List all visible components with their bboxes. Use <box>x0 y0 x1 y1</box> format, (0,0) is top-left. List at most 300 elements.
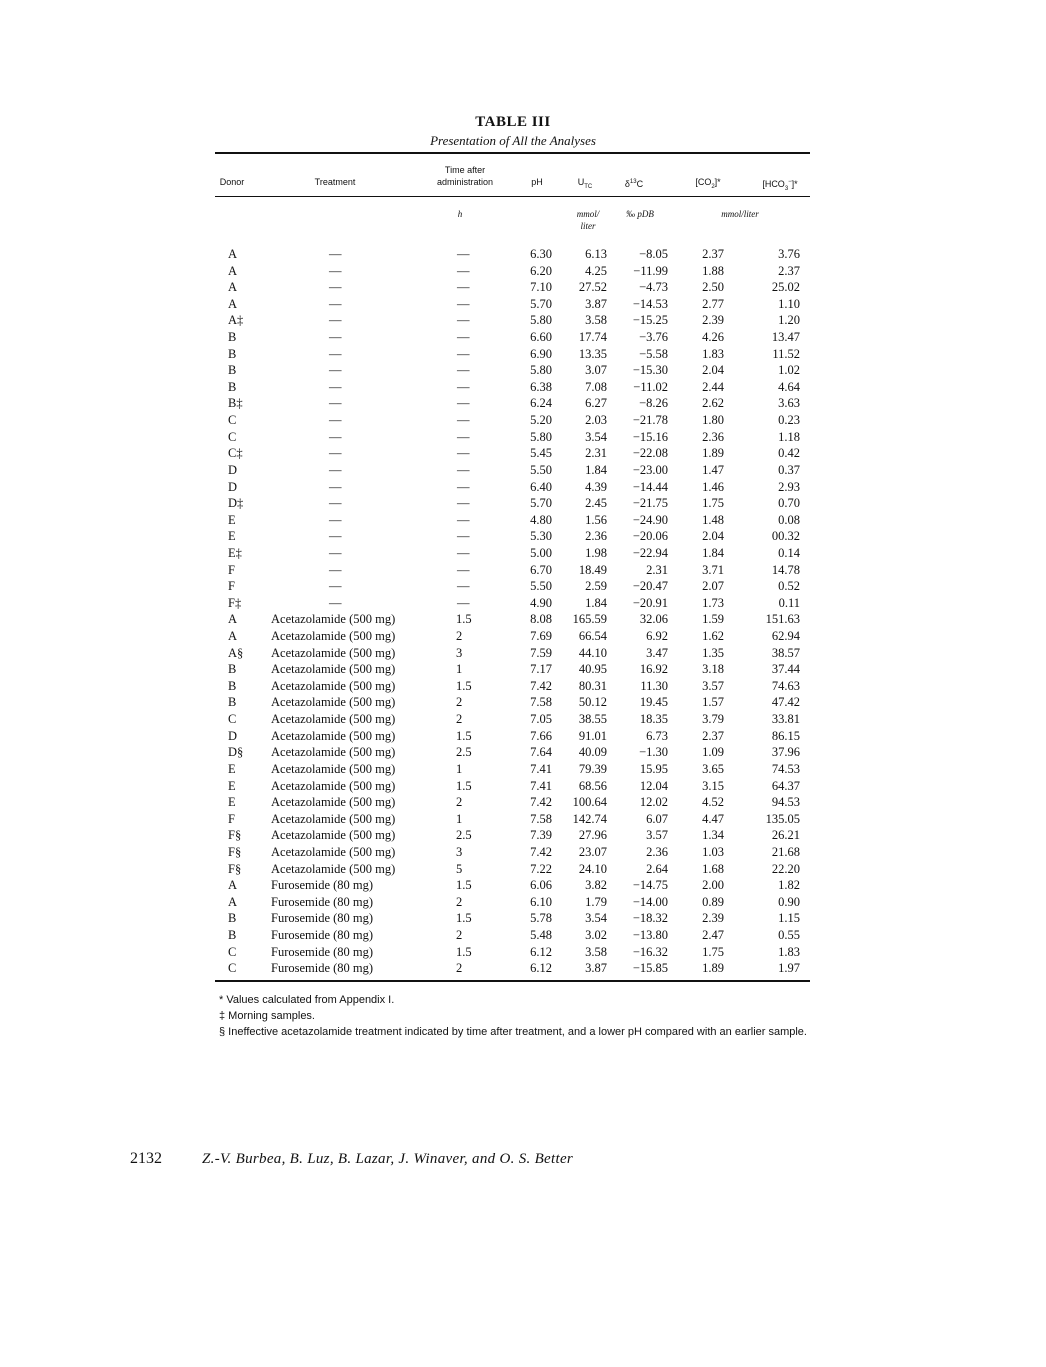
treatment-cell: Acetazolamide (500 mg) <box>271 795 396 810</box>
donor-cell: A <box>228 247 238 261</box>
co2-cell: 2.00 <box>702 878 724 893</box>
donor-cell: A <box>228 894 238 909</box>
table-row <box>0 778 1046 795</box>
donor-cell: F‡ <box>228 595 242 610</box>
d13c-cell: 2.36 <box>646 844 668 859</box>
co2-cell: 3.18 <box>702 662 724 677</box>
utc-cell: 2.36 <box>585 529 607 544</box>
hco3-cell: 1.83 <box>778 944 800 959</box>
footnote-morning: ‡ Morning samples. <box>219 1010 315 1022</box>
d13c-cell: −13.80 <box>632 927 668 942</box>
co2-cell: 2.50 <box>702 280 724 295</box>
ph-cell: 5.50 <box>530 462 552 477</box>
ph-cell: 7.05 <box>530 712 552 727</box>
table-row <box>0 462 1046 479</box>
co2-cell: 1.83 <box>702 346 724 361</box>
utc-cell: 4.39 <box>585 479 607 494</box>
ph-cell: 8.08 <box>530 612 552 627</box>
time-cell: 1 <box>456 811 463 826</box>
treatment-cell: Acetazolamide (500 mg) <box>271 778 396 793</box>
time-cell: 1.5 <box>456 911 472 926</box>
table-row <box>0 429 1046 446</box>
d13c-cell: −23.00 <box>632 462 668 477</box>
hco3-cell: 14.78 <box>771 562 800 577</box>
hco3-cell: 0.52 <box>778 579 800 594</box>
d13c-cell: 32.06 <box>639 612 668 627</box>
table-row <box>0 412 1046 429</box>
treatment-cell: — <box>329 579 342 594</box>
treatment-cell: Acetazolamide (500 mg) <box>271 761 396 776</box>
co2-cell: 1.46 <box>702 479 724 494</box>
utc-cell: 100.64 <box>572 795 607 810</box>
hco3-cell: 62.94 <box>771 629 800 644</box>
ph-cell: 6.30 <box>530 247 552 261</box>
header-hco3-main: [HCO <box>762 179 785 189</box>
donor-cell: B <box>228 695 237 710</box>
co2-cell: 2.37 <box>702 728 724 743</box>
donor-cell: E <box>228 778 236 793</box>
utc-cell: 40.09 <box>578 745 607 760</box>
hco3-cell: 74.53 <box>771 761 800 776</box>
ph-cell: 5.70 <box>530 296 552 311</box>
hco3-cell: 74.63 <box>771 678 800 693</box>
co2-cell: 1.57 <box>702 695 724 710</box>
time-cell: 1.5 <box>456 728 472 743</box>
header-utc-main: U <box>577 177 585 187</box>
ph-cell: 6.12 <box>530 961 552 976</box>
d13c-cell: −24.90 <box>632 512 668 527</box>
co2-cell: 1.75 <box>702 944 724 959</box>
time-cell: 3 <box>456 844 463 859</box>
header-treatment: Treatment <box>314 177 356 187</box>
hco3-cell: 86.15 <box>771 728 800 743</box>
treatment-cell: — <box>329 313 342 328</box>
co2-cell: 1.59 <box>702 612 724 627</box>
donor-cell: F <box>228 579 235 594</box>
time-cell: 1.5 <box>456 612 472 627</box>
utc-cell: 142.74 <box>572 811 607 826</box>
hco3-cell: 11.52 <box>772 346 800 361</box>
hco3-cell: 1.02 <box>778 363 800 378</box>
table-body <box>0 246 1046 977</box>
d13c-cell: −5.58 <box>639 346 668 361</box>
d13c-cell: −21.75 <box>632 496 668 511</box>
ph-cell: 7.58 <box>530 811 552 826</box>
table-row <box>0 728 1046 745</box>
treatment-cell: — <box>329 595 342 610</box>
d13c-cell: 19.45 <box>639 695 668 710</box>
utc-cell: 44.10 <box>578 645 607 660</box>
donor-cell: C <box>228 961 237 976</box>
utc-cell: 27.96 <box>578 828 607 843</box>
d13c-cell: −8.26 <box>639 396 668 411</box>
utc-cell: 165.59 <box>572 612 607 627</box>
hco3-cell: 1.15 <box>778 911 800 926</box>
table-title: TABLE III <box>475 114 551 130</box>
utc-cell: 2.45 <box>585 496 607 511</box>
donor-cell: A§ <box>228 645 244 660</box>
table-top-rule <box>215 152 810 154</box>
table-row <box>0 661 1046 678</box>
treatment-cell: Furosemide (80 mg) <box>271 961 374 976</box>
header-co2-main: [CO <box>695 177 712 187</box>
table-row <box>0 479 1046 496</box>
co2-cell: 2.04 <box>702 363 724 378</box>
header-hco3 <box>752 176 808 195</box>
utc-cell: 18.49 <box>578 562 607 577</box>
treatment-cell: — <box>329 413 342 428</box>
ph-cell: 6.12 <box>530 944 552 959</box>
time-cell: 2 <box>456 927 463 942</box>
d13c-cell: 11.30 <box>640 678 668 693</box>
co2-cell: 1.62 <box>702 629 724 644</box>
co2-cell: 3.15 <box>702 778 724 793</box>
utc-cell: 79.39 <box>578 761 607 776</box>
time-cell: — <box>457 346 470 361</box>
donor-cell: B <box>228 330 237 345</box>
time-cell: — <box>457 280 470 295</box>
time-cell: 3 <box>456 645 463 660</box>
utc-cell: 13.35 <box>578 346 607 361</box>
donor-cell: B <box>228 379 237 394</box>
co2-cell: 3.57 <box>702 678 724 693</box>
page-number: 2132 <box>130 1150 162 1167</box>
hco3-cell: 0.90 <box>778 894 800 909</box>
ph-cell: 7.10 <box>530 280 552 295</box>
time-cell: — <box>457 313 470 328</box>
time-cell: — <box>457 296 470 311</box>
d13c-cell: 15.95 <box>639 761 668 776</box>
treatment-cell: — <box>329 263 342 278</box>
d13c-cell: −15.25 <box>632 313 668 328</box>
hco3-cell: 0.23 <box>778 413 800 428</box>
time-cell: 2 <box>456 695 463 710</box>
d13c-cell: −3.76 <box>639 330 668 345</box>
table-row <box>0 960 1046 977</box>
time-cell: 1 <box>456 662 463 677</box>
d13c-cell: 6.73 <box>646 728 668 743</box>
d13c-cell: −22.94 <box>632 545 668 560</box>
time-cell: 1.5 <box>456 944 472 959</box>
unit-utc-line2: liter <box>580 221 596 231</box>
ph-cell: 6.10 <box>530 894 552 909</box>
table-row <box>0 944 1046 961</box>
ph-cell: 5.50 <box>530 579 552 594</box>
ph-cell: 7.41 <box>530 761 552 776</box>
time-cell: 1 <box>456 761 463 776</box>
table-row <box>0 678 1046 695</box>
time-cell: — <box>457 247 470 261</box>
co2-cell: 1.68 <box>702 861 724 876</box>
hco3-cell: 0.37 <box>778 462 800 477</box>
treatment-cell: Furosemide (80 mg) <box>271 944 374 959</box>
unit-utc-line1: mmol/ <box>576 209 600 219</box>
treatment-cell: — <box>329 529 342 544</box>
donor-cell: F <box>228 811 235 826</box>
header-d13c <box>616 176 652 190</box>
treatment-cell: Acetazolamide (500 mg) <box>271 695 396 710</box>
hco3-cell: 38.57 <box>771 645 800 660</box>
donor-cell: B <box>228 363 237 378</box>
treatment-cell: — <box>329 346 342 361</box>
utc-cell: 4.25 <box>585 263 607 278</box>
co2-cell: 4.47 <box>702 811 724 826</box>
utc-cell: 40.95 <box>578 662 607 677</box>
time-cell: 2 <box>456 629 463 644</box>
hco3-cell: 135.05 <box>765 811 800 826</box>
time-cell: 2 <box>456 894 463 909</box>
utc-cell: 1.84 <box>585 462 607 477</box>
donor-cell: B <box>228 346 237 361</box>
donor-cell: F <box>228 562 235 577</box>
table-row <box>0 312 1046 329</box>
hco3-cell: 1.18 <box>778 429 800 444</box>
ph-cell: 5.78 <box>530 911 552 926</box>
utc-cell: 38.55 <box>578 712 607 727</box>
hco3-cell: 37.44 <box>771 662 800 677</box>
co2-cell: 1.34 <box>702 828 724 843</box>
utc-cell: 2.31 <box>585 446 607 461</box>
d13c-cell: −22.08 <box>632 446 668 461</box>
time-cell: 5 <box>456 861 463 876</box>
donor-cell: E‡ <box>228 545 242 560</box>
ph-cell: 7.39 <box>530 828 552 843</box>
ph-cell: 4.90 <box>530 595 552 610</box>
co2-cell: 1.03 <box>702 844 724 859</box>
co2-cell: 2.04 <box>702 529 724 544</box>
hco3-cell: 1.10 <box>778 296 800 311</box>
donor-cell: B‡ <box>228 396 243 411</box>
table-row <box>0 296 1046 313</box>
utc-cell: 80.31 <box>578 678 607 693</box>
d13c-cell: −15.85 <box>632 961 668 976</box>
d13c-cell: 6.07 <box>646 811 668 826</box>
donor-cell: A <box>228 629 238 644</box>
table-row <box>0 927 1046 944</box>
d13c-cell: −11.99 <box>633 263 668 278</box>
footnote-ineffective: § Ineffective acetazolamide treatment indicated by time after treatment, and a lower pH compared with an earlier sample. <box>219 1026 807 1038</box>
donor-cell: F§ <box>228 861 242 876</box>
treatment-cell: — <box>329 363 342 378</box>
utc-cell: 3.54 <box>585 911 607 926</box>
utc-cell: 3.82 <box>585 878 607 893</box>
time-cell: — <box>457 512 470 527</box>
d13c-cell: −14.00 <box>632 894 668 909</box>
treatment-cell: — <box>329 545 342 560</box>
hco3-cell: 64.37 <box>771 778 800 793</box>
treatment-cell: — <box>329 396 342 411</box>
utc-cell: 1.79 <box>585 894 607 909</box>
donor-cell: B <box>228 662 237 677</box>
d13c-cell: −18.32 <box>632 911 668 926</box>
co2-cell: 1.73 <box>702 595 724 610</box>
ph-cell: 7.42 <box>530 795 552 810</box>
hco3-cell: 21.68 <box>771 844 800 859</box>
table-bottom-rule <box>215 980 810 982</box>
donor-cell: C <box>228 944 237 959</box>
hco3-cell: 25.02 <box>771 280 800 295</box>
ph-cell: 7.42 <box>530 844 552 859</box>
table-row <box>0 379 1046 396</box>
table-header-rule <box>215 196 810 197</box>
hco3-cell: 0.42 <box>778 446 800 461</box>
table-row <box>0 811 1046 828</box>
treatment-cell: — <box>329 247 342 261</box>
co2-cell: 2.36 <box>702 429 724 444</box>
header-time <box>425 164 505 188</box>
treatment-cell: — <box>329 379 342 394</box>
co2-cell: 2.77 <box>702 296 724 311</box>
time-cell: — <box>457 446 470 461</box>
d13c-cell: 12.02 <box>639 795 668 810</box>
header-co2-sub: 2 <box>711 183 715 190</box>
co2-cell: 1.48 <box>702 512 724 527</box>
table-row <box>0 827 1046 844</box>
co2-cell: 2.07 <box>702 579 724 594</box>
co2-cell: 1.80 <box>702 413 724 428</box>
ph-cell: 5.00 <box>530 545 552 560</box>
ph-cell: 7.58 <box>530 695 552 710</box>
utc-cell: 3.87 <box>585 296 607 311</box>
utc-cell: 3.54 <box>585 429 607 444</box>
d13c-cell: −20.47 <box>632 579 668 594</box>
hco3-cell: 0.11 <box>778 595 800 610</box>
table-row <box>0 794 1046 811</box>
time-cell: — <box>457 363 470 378</box>
table-row <box>0 246 1046 263</box>
co2-cell: 4.52 <box>702 795 724 810</box>
ph-cell: 7.41 <box>530 778 552 793</box>
hco3-cell: 3.63 <box>778 396 800 411</box>
donor-cell: B <box>228 678 237 693</box>
ph-cell: 6.06 <box>530 878 552 893</box>
table-row <box>0 329 1046 346</box>
donor-cell: F§ <box>228 844 242 859</box>
treatment-cell: — <box>329 280 342 295</box>
d13c-cell: −16.32 <box>632 944 668 959</box>
treatment-cell: — <box>329 446 342 461</box>
d13c-cell: 3.47 <box>646 645 668 660</box>
hco3-cell: 1.82 <box>778 878 800 893</box>
utc-cell: 66.54 <box>578 629 607 644</box>
time-cell: 2.5 <box>456 745 472 760</box>
table-row <box>0 628 1046 645</box>
utc-cell: 68.56 <box>578 778 607 793</box>
utc-cell: 1.56 <box>585 512 607 527</box>
time-cell: — <box>457 462 470 477</box>
treatment-cell: — <box>329 296 342 311</box>
co2-cell: 2.62 <box>702 396 724 411</box>
donor-cell: A <box>228 263 238 278</box>
ph-cell: 5.20 <box>530 413 552 428</box>
d13c-cell: −20.91 <box>632 595 668 610</box>
hco3-cell: 0.55 <box>778 927 800 942</box>
co2-cell: 3.65 <box>702 761 724 776</box>
co2-cell: 1.89 <box>702 961 724 976</box>
time-cell: 1.5 <box>456 778 472 793</box>
co2-cell: 1.47 <box>702 462 724 477</box>
header-d13c-tail: C <box>636 179 644 189</box>
treatment-cell: Acetazolamide (500 mg) <box>271 828 396 843</box>
treatment-cell: — <box>329 462 342 477</box>
treatment-cell: — <box>329 479 342 494</box>
time-cell: 1.5 <box>456 678 472 693</box>
d13c-cell: 12.04 <box>639 778 668 793</box>
header-hco3-sub: 3 <box>784 185 789 192</box>
donor-cell: E <box>228 529 236 544</box>
ph-cell: 5.80 <box>530 313 552 328</box>
utc-cell: 17.74 <box>578 330 607 345</box>
ph-cell: 5.30 <box>530 529 552 544</box>
ph-cell: 5.70 <box>530 496 552 511</box>
donor-cell: A <box>228 296 238 311</box>
ph-cell: 5.45 <box>530 446 552 461</box>
time-cell: 2.5 <box>456 828 472 843</box>
header-co2-tail: ]* <box>714 177 721 187</box>
ph-cell: 4.80 <box>530 512 552 527</box>
donor-cell: E <box>228 795 236 810</box>
ph-cell: 7.42 <box>530 678 552 693</box>
utc-cell: 3.02 <box>585 927 607 942</box>
donor-cell: F§ <box>228 828 242 843</box>
time-cell: — <box>457 529 470 544</box>
ph-cell: 6.70 <box>530 562 552 577</box>
time-cell: — <box>457 496 470 511</box>
utc-cell: 7.08 <box>585 379 607 394</box>
ph-cell: 6.20 <box>530 263 552 278</box>
donor-cell: C <box>228 712 237 727</box>
hco3-cell: 00.32 <box>771 529 800 544</box>
co2-cell: 1.89 <box>702 446 724 461</box>
d13c-cell: −14.53 <box>632 296 668 311</box>
donor-cell: D <box>228 462 238 477</box>
utc-cell: 24.10 <box>578 861 607 876</box>
time-cell: — <box>457 545 470 560</box>
table-row <box>0 595 1046 612</box>
ph-cell: 7.59 <box>530 645 552 660</box>
d13c-cell: 18.35 <box>639 712 668 727</box>
treatment-cell: Acetazolamide (500 mg) <box>271 678 396 693</box>
header-d13c-sup: 13 <box>629 179 637 185</box>
treatment-cell: — <box>329 512 342 527</box>
table-row <box>0 645 1046 662</box>
utc-cell: 3.58 <box>585 313 607 328</box>
table-row <box>0 445 1046 462</box>
donor-cell: C <box>228 413 237 428</box>
hco3-cell: 94.53 <box>771 795 800 810</box>
ph-cell: 7.64 <box>530 745 552 760</box>
running-authors: Z.-V. Burbea, B. Luz, B. Lazar, J. Winaver, and O. S. Better <box>202 1151 574 1167</box>
d13c-cell: −20.06 <box>632 529 668 544</box>
time-cell: — <box>457 330 470 345</box>
co2-cell: 2.39 <box>702 911 724 926</box>
hco3-cell: 37.96 <box>771 745 800 760</box>
hco3-cell: 3.76 <box>778 247 800 261</box>
header-d13c-main: δ <box>624 179 630 189</box>
donor-cell: B <box>228 911 237 926</box>
ph-cell: 7.17 <box>530 662 552 677</box>
unit-conc: mmol/liter <box>721 209 759 219</box>
d13c-cell: 2.64 <box>646 861 668 876</box>
time-cell: — <box>457 429 470 444</box>
ph-cell: 6.90 <box>530 346 552 361</box>
co2-cell: 1.88 <box>702 263 724 278</box>
table-row <box>0 279 1046 296</box>
utc-cell: 1.84 <box>585 595 607 610</box>
treatment-cell: Furosemide (80 mg) <box>271 911 374 926</box>
donor-cell: A <box>228 612 238 627</box>
footnotes <box>219 993 829 1041</box>
